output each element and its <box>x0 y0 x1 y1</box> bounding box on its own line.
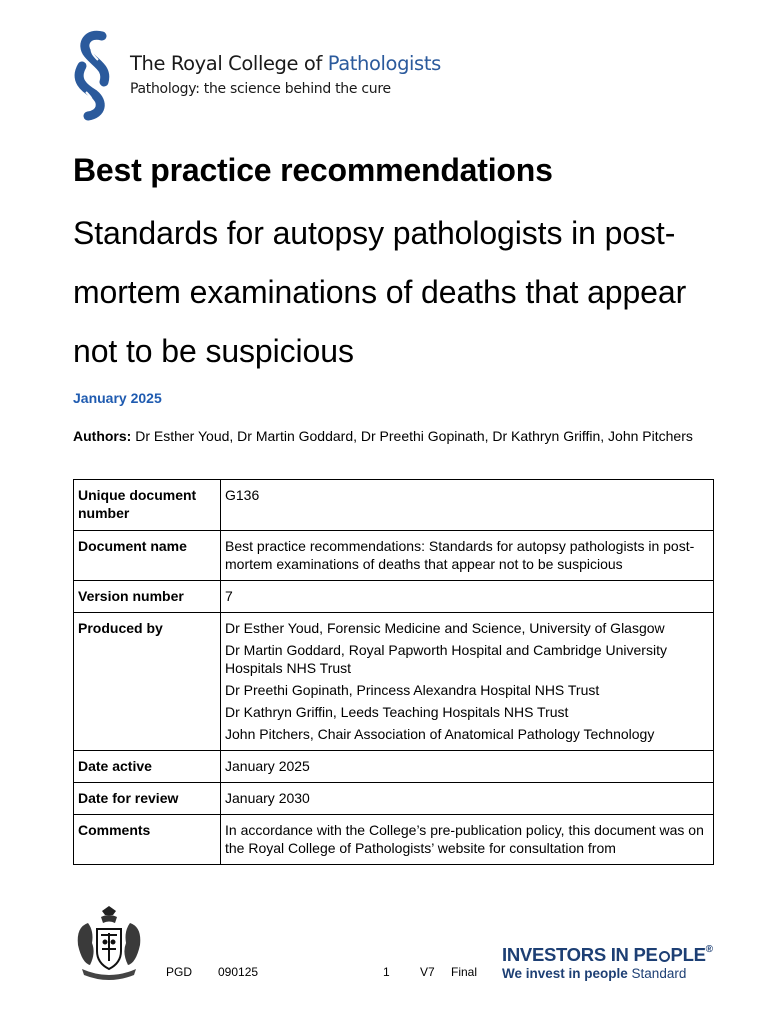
row-key: Comments <box>74 815 221 865</box>
publication-date: January 2025 <box>73 390 162 406</box>
table-row <box>74 815 714 865</box>
footer-page-number: 1 <box>383 965 390 979</box>
producer-line: Dr Martin Goddard, Royal Papworth Hospital and Cambridge University Hospitals NHS Trust <box>225 642 667 676</box>
row-value: January 2025 <box>221 751 714 783</box>
table-row <box>74 751 714 783</box>
table-row <box>74 581 714 613</box>
row-value: January 2030 <box>221 783 714 815</box>
authors-names: Dr Esther Youd, Dr Martin Goddard, Dr Preethi Gopinath, Dr Kathryn Griffin, John Pitchers <box>135 428 693 444</box>
investors-in-people-logo <box>502 944 713 981</box>
table-row <box>74 613 714 751</box>
row-key: Document name <box>74 531 221 581</box>
table-row <box>74 480 714 531</box>
table-row <box>74 783 714 815</box>
footer-version: V7 <box>420 965 435 979</box>
iip-title: INVESTORS IN PE PLE® <box>502 944 713 965</box>
footer-code: PGD <box>166 965 193 979</box>
org-name: The Royal College of Pathologists <box>130 52 441 75</box>
table-row <box>74 531 714 581</box>
row-key: Date for review <box>74 783 221 815</box>
producer-line: Dr Esther Youd, Forensic Medicine and Science, University of Glasgow <box>225 620 665 636</box>
producer-line: John Pitchers, Chair Association of Anatomical Pathology Technology <box>225 726 655 742</box>
row-value: Best practice recommendations: Standards for autopsy pathologists in post-mortem examinations of deaths that appear not to be suspicious <box>221 531 714 581</box>
document-title: Best practice recommendations <box>73 152 553 188</box>
row-value: G136 <box>221 480 714 531</box>
row-key: Version number <box>74 581 221 613</box>
authors-label: Authors: <box>73 428 132 444</box>
row-key: Date active <box>74 751 221 783</box>
footer-status: Final <box>451 965 478 979</box>
iip-o-icon <box>659 951 670 962</box>
row-value <box>221 613 714 751</box>
section-mark-icon <box>68 30 118 122</box>
rcpath-logo <box>68 30 441 122</box>
iip-tagline: We invest in people Standard <box>502 966 687 981</box>
footer-doc-date: 090125 <box>218 965 259 979</box>
college-crest-icon <box>72 905 146 981</box>
row-key: Unique document number <box>74 480 221 531</box>
row-value: In accordance with the College’s pre-publication policy, this document was on the Royal College of Pathologists’ website for consultation from <box>221 815 714 865</box>
authors <box>73 424 713 448</box>
org-tagline: Pathology: the science behind the cure <box>130 81 391 97</box>
row-value: 7 <box>221 581 714 613</box>
document-subtitle: Standards for autopsy pathologists in post-mortem examinations of deaths that appear not to be suspicious <box>73 215 687 369</box>
document-info-table <box>73 479 714 865</box>
producer-line: Dr Preethi Gopinath, Princess Alexandra Hospital NHS Trust <box>225 682 600 698</box>
producer-line: Dr Kathryn Griffin, Leeds Teaching Hospitals NHS Trust <box>225 704 569 720</box>
row-key: Produced by <box>74 613 221 751</box>
